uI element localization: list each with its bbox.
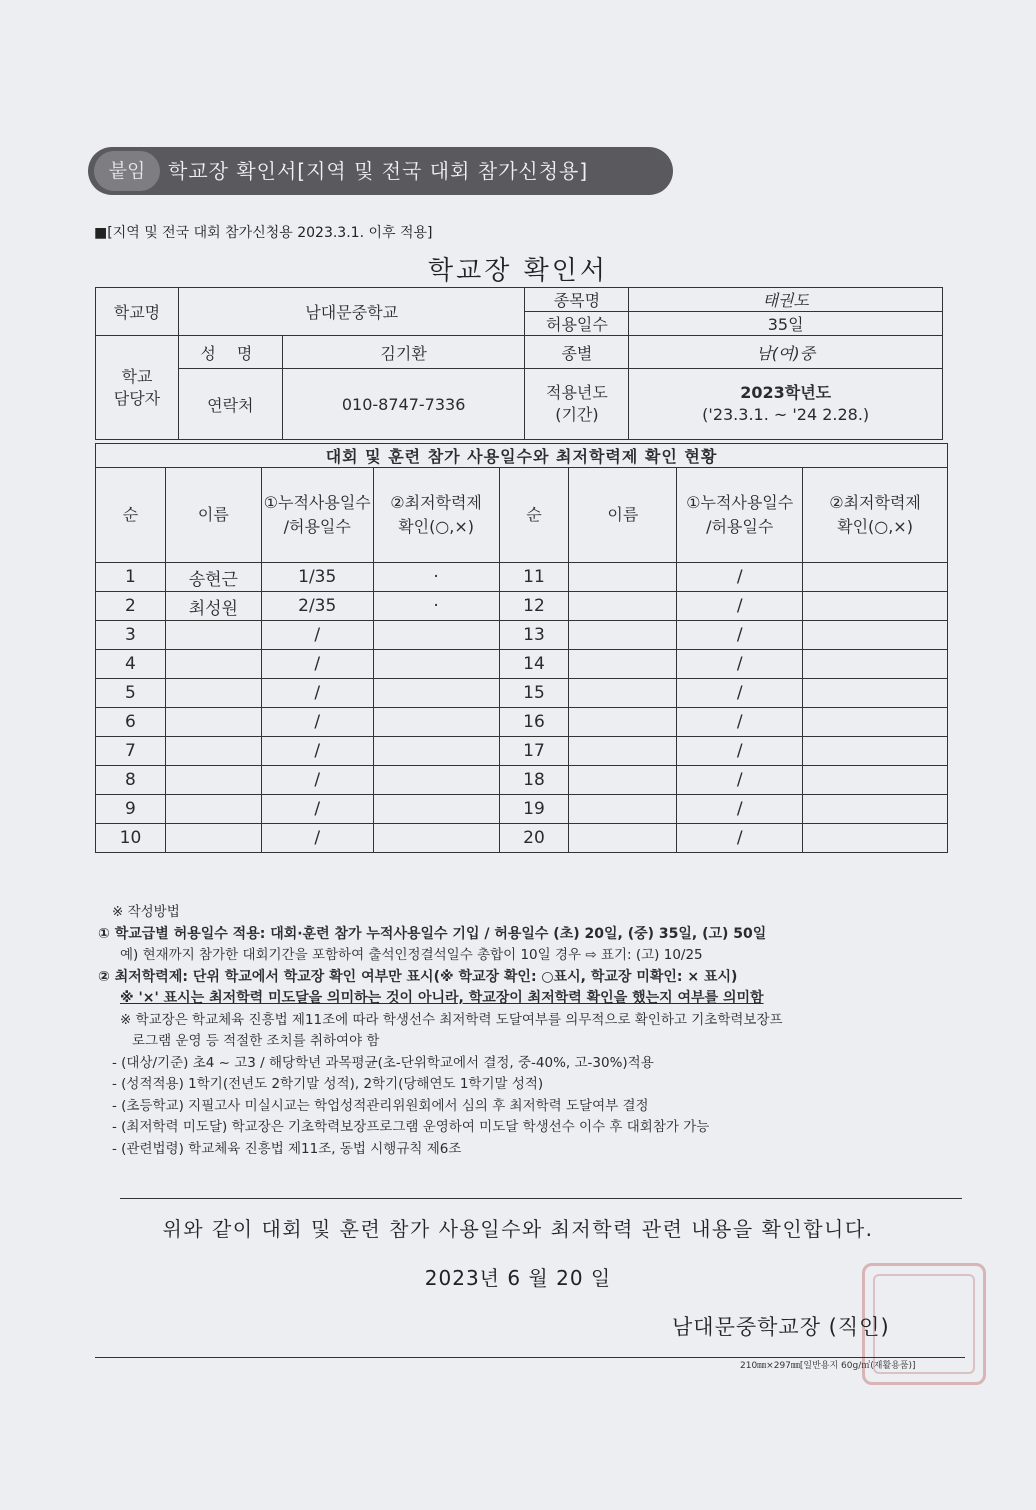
usage-cell-days: / xyxy=(261,766,373,795)
usage-cell-name xyxy=(165,621,261,650)
school-value: 남대문중학교 xyxy=(178,288,525,336)
usage-cell-name-right xyxy=(569,824,677,853)
usage-cell-days-right: / xyxy=(677,650,803,679)
usage-cell-days: / xyxy=(261,679,373,708)
usage-cell-check xyxy=(373,650,499,679)
guide-item-1: ① 학교급별 허용일수 적용: 대회·훈련 참가 누적사용일수 기입 / 허용일수 (초) 20일, (중) 35일, (고) 50일 xyxy=(98,925,767,942)
usage-cell-check-right xyxy=(803,650,948,679)
usage-cell-check-right xyxy=(803,795,948,824)
usage-cell-check-right xyxy=(803,592,948,621)
usage-cell-name-right xyxy=(569,563,677,592)
application-notice: ■[지역 및 전국 대회 참가신청용 2023.3.1. 이후 적용] xyxy=(94,225,433,241)
guide-item-2-note-b1: ※ 학교장은 학교체육 진흥법 제11조에 따라 학생선수 최저학력 도달여부를 의무적으로 확인하고 기초학력보장프 xyxy=(120,1011,783,1028)
usage-cell-no-right: 13 xyxy=(499,621,569,650)
info-table xyxy=(95,287,943,440)
usage-cell-days-right: / xyxy=(677,592,803,621)
usage-cell-check-right xyxy=(803,824,948,853)
usage-cell-no-right: 19 xyxy=(499,795,569,824)
usage-row xyxy=(96,621,948,650)
usage-cell-name: 최성원 xyxy=(165,592,261,621)
usage-cell-no-right: 18 xyxy=(499,766,569,795)
usage-cell-check xyxy=(373,766,499,795)
usage-row xyxy=(96,824,948,853)
usage-cell-check-right xyxy=(803,679,948,708)
col-no-2: 순 xyxy=(499,468,569,563)
usage-cell-name-right xyxy=(569,650,677,679)
category-label: 종별 xyxy=(525,336,629,369)
usage-cell-days: 1/35 xyxy=(261,563,373,592)
usage-cell-no: 6 xyxy=(96,708,166,737)
usage-cell-name xyxy=(165,766,261,795)
school-label: 학교명 xyxy=(96,288,179,336)
usage-cell-check xyxy=(373,737,499,766)
usage-cell-no: 5 xyxy=(96,679,166,708)
usage-table xyxy=(95,443,948,853)
guide-heading: ※ 작성방법 xyxy=(112,904,180,920)
usage-row xyxy=(96,766,948,795)
guide-item-2-note-a: ※ '×' 표시는 최저학력 미도달을 의미하는 것이 아니라, 학교장이 최저학력 확인을 했는지 여부를 의미함 xyxy=(120,990,764,1006)
col-name: 이름 xyxy=(165,468,261,563)
usage-cell-check xyxy=(373,621,499,650)
usage-cell-name xyxy=(165,650,261,679)
usage-cell-name-right xyxy=(569,737,677,766)
usage-cell-no-right: 12 xyxy=(499,592,569,621)
year-cell xyxy=(629,369,943,440)
guide-detail-5: - (관련법령) 학교체육 진흥법 제11조, 동법 시행규칙 제6조 xyxy=(112,1140,462,1157)
name-label: 성 명 xyxy=(178,336,282,369)
col-days: ①누적사용일수 /허용일수 xyxy=(261,468,373,563)
usage-cell-no: 10 xyxy=(96,824,166,853)
usage-cell-no: 7 xyxy=(96,737,166,766)
usage-cell-check-right xyxy=(803,563,948,592)
attachment-tag: 붙임 xyxy=(94,151,160,191)
guide-detail-3: - (초등학교) 지필고사 미실시교는 학업성적관리위원회에서 심의 후 최저학력 도달여부 결정 xyxy=(112,1097,649,1114)
banner-title: 학교장 확인서[지역 및 전국 대회 참가신청용] xyxy=(168,159,589,183)
usage-cell-days-right: / xyxy=(677,737,803,766)
usage-cell-days: 2/35 xyxy=(261,592,373,621)
usage-cell-days: / xyxy=(261,737,373,766)
usage-row xyxy=(96,737,948,766)
usage-row xyxy=(96,708,948,737)
principal-signature: 남대문중학교장 (직인) xyxy=(672,1315,890,1339)
allowed-days-label: 허용일수 xyxy=(525,312,629,336)
usage-cell-check xyxy=(373,824,499,853)
divider-top xyxy=(120,1198,962,1199)
usage-cell-days-right: / xyxy=(677,795,803,824)
col-days-2: ①누적사용일수 /허용일수 xyxy=(677,468,803,563)
usage-cell-name xyxy=(165,737,261,766)
usage-cell-no: 8 xyxy=(96,766,166,795)
usage-cell-days-right: / xyxy=(677,708,803,737)
usage-cell-name-right xyxy=(569,708,677,737)
year-value: 2023학년도 xyxy=(740,383,832,402)
usage-cell-no: 9 xyxy=(96,795,166,824)
usage-row xyxy=(96,795,948,824)
usage-cell-check-right xyxy=(803,766,948,795)
year-label: 적용년도 (기간) xyxy=(525,369,629,440)
usage-cell-check: · xyxy=(373,563,499,592)
usage-cell-check-right xyxy=(803,737,948,766)
usage-cell-days: / xyxy=(261,708,373,737)
usage-row xyxy=(96,679,948,708)
usage-cell-name-right xyxy=(569,795,677,824)
contact-value: 010-8747-7336 xyxy=(282,369,525,440)
usage-cell-no-right: 14 xyxy=(499,650,569,679)
col-check-2: ②최저학력제 확인(○,×) xyxy=(803,468,948,563)
usage-cell-check-right xyxy=(803,708,948,737)
guide-detail-2: - (성적적용) 1학기(전년도 2학기말 성적), 2학기(당해연도 1학기말 성적) xyxy=(112,1076,544,1092)
usage-cell-no: 3 xyxy=(96,621,166,650)
usage-cell-name xyxy=(165,795,261,824)
confirmation-date: 2023년 6 월 20 일 xyxy=(424,1266,612,1290)
usage-cell-name xyxy=(165,824,261,853)
confirmation-statement: 위와 같이 대회 및 훈련 참가 사용일수와 최저학력 관련 내용을 확인합니다. xyxy=(162,1217,874,1241)
usage-cell-no: 1 xyxy=(96,563,166,592)
guide-item-2-note-b2: 로그램 운영 등 적절한 조치를 취하여야 함 xyxy=(132,1033,380,1049)
col-check: ②최저학력제 확인(○,×) xyxy=(373,468,499,563)
writing-guide xyxy=(98,902,978,1160)
usage-cell-check xyxy=(373,679,499,708)
usage-row xyxy=(96,592,948,621)
usage-row xyxy=(96,563,948,592)
usage-cell-days-right: / xyxy=(677,824,803,853)
paper-spec: 210㎜×297㎜[일반용지 60g/㎡(재활용품)] xyxy=(740,1361,916,1371)
category-value: 남(여)중 xyxy=(629,336,943,369)
form-title: 학교장 확인서 xyxy=(428,256,608,286)
name-value: 김기환 xyxy=(282,336,525,369)
usage-cell-name-right xyxy=(569,679,677,708)
usage-cell-name-right xyxy=(569,766,677,795)
usage-cell-days: / xyxy=(261,795,373,824)
usage-cell-no-right: 11 xyxy=(499,563,569,592)
usage-cell-days-right: / xyxy=(677,621,803,650)
usage-cell-no-right: 15 xyxy=(499,679,569,708)
col-name-2: 이름 xyxy=(569,468,677,563)
guide-item-1-example: 예) 현재까지 참가한 대회기간을 포함하여 출석인정결석일수 총합이 10일 경우 ⇨ 표기: (고) 10/25 xyxy=(120,947,703,963)
guide-detail-1: - (대상/기준) 초4 ~ 고3 / 해당학년 과목평균(초-단위학교에서 결정, 중-40%, 고-30%)적용 xyxy=(112,1054,654,1071)
usage-cell-days-right: / xyxy=(677,766,803,795)
usage-cell-name xyxy=(165,679,261,708)
usage-section-title: 대회 및 훈련 참가 사용일수와 최저학력제 확인 현황 xyxy=(96,444,948,468)
usage-cell-name: 송현근 xyxy=(165,563,261,592)
guide-item-2: ② 최저학력제: 단위 학교에서 학교장 확인 여부만 표시(※ 학교장 확인: ○표시, 학교장 미확인: × 표시) xyxy=(98,968,738,985)
usage-cell-name-right xyxy=(569,592,677,621)
usage-cell-days: / xyxy=(261,650,373,679)
usage-row xyxy=(96,650,948,679)
usage-cell-no: 4 xyxy=(96,650,166,679)
usage-cell-check xyxy=(373,708,499,737)
usage-cell-days: / xyxy=(261,824,373,853)
usage-cell-days-right: / xyxy=(677,679,803,708)
period-value: ('23.3.1. ~ '24 2.28.) xyxy=(702,405,870,424)
contact-label: 연락처 xyxy=(178,369,282,440)
usage-cell-check-right xyxy=(803,621,948,650)
usage-cell-name xyxy=(165,708,261,737)
sport-label: 종목명 xyxy=(525,288,629,312)
allowed-days-value: 35일 xyxy=(629,312,943,336)
usage-cell-no-right: 20 xyxy=(499,824,569,853)
col-no: 순 xyxy=(96,468,166,563)
manager-label: 학교 담당자 xyxy=(96,336,179,440)
usage-cell-no: 2 xyxy=(96,592,166,621)
usage-cell-no-right: 16 xyxy=(499,708,569,737)
guide-detail-4: - (최저학력 미도달) 학교장은 기초학력보장프로그램 운영하여 미도달 학생선수 이수 후 대회참가 가능 xyxy=(112,1119,710,1135)
usage-cell-days-right: / xyxy=(677,563,803,592)
usage-cell-check: · xyxy=(373,592,499,621)
sport-value: 태권도 xyxy=(629,288,943,312)
usage-cell-check xyxy=(373,795,499,824)
usage-cell-days: / xyxy=(261,621,373,650)
usage-cell-no-right: 17 xyxy=(499,737,569,766)
usage-cell-name-right xyxy=(569,621,677,650)
